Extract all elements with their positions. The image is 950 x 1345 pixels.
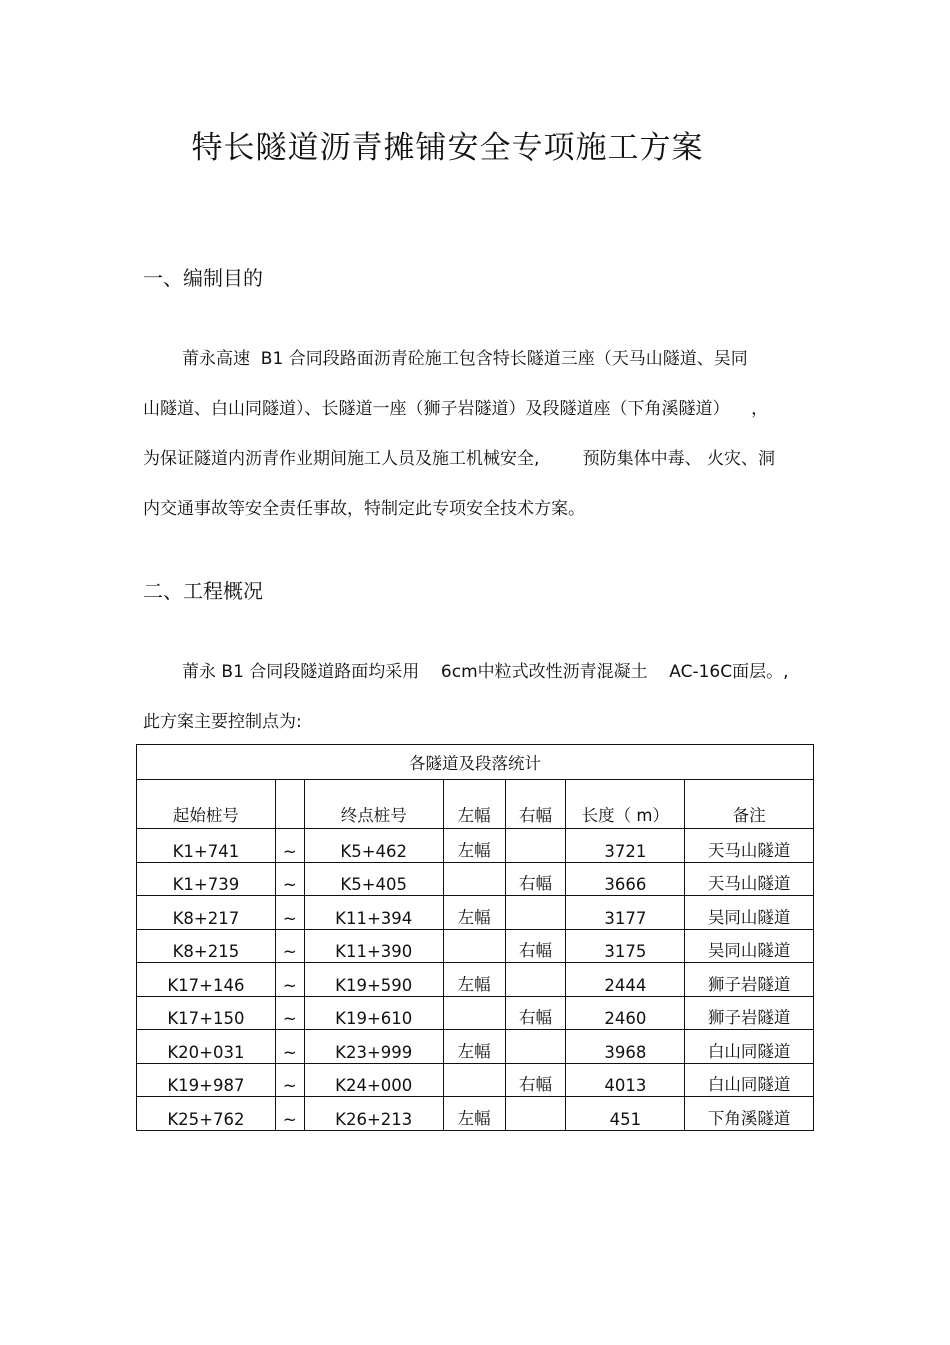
- end-station-cell: K26+213: [304, 1097, 443, 1131]
- header-end-station: 终点桩号: [304, 780, 443, 829]
- tilde-cell: ~: [275, 963, 304, 997]
- tilde-cell: ~: [275, 929, 304, 963]
- tilde-cell: ~: [275, 829, 304, 863]
- table-row: [137, 929, 814, 963]
- end-station-cell: K5+462: [304, 829, 443, 863]
- table-row: [137, 1063, 814, 1097]
- right-side-cell: 右幅: [505, 929, 566, 963]
- length-cell: 451: [566, 1097, 685, 1131]
- section-heading-overview: 二、工程概况: [143, 579, 263, 603]
- left-side-cell: 左幅: [443, 963, 505, 997]
- start-station-cell: K8+217: [137, 896, 276, 930]
- left-side-cell: [443, 1063, 505, 1097]
- right-side-cell: [505, 1097, 566, 1131]
- length-cell: 2460: [566, 996, 685, 1030]
- tilde-cell: ~: [275, 1030, 304, 1064]
- tilde-cell: ~: [275, 1097, 304, 1131]
- note-cell: 天马山隧道: [685, 862, 814, 896]
- right-side-cell: 右幅: [505, 996, 566, 1030]
- header-start-station: 起始桩号: [137, 780, 276, 829]
- length-cell: 3177: [566, 896, 685, 930]
- table-row: [137, 996, 814, 1030]
- table-row: [137, 896, 814, 930]
- start-station-cell: K1+741: [137, 829, 276, 863]
- start-station-cell: K19+987: [137, 1063, 276, 1097]
- paragraph-line: 莆永高速 B1 合同段路面沥青砼施工包含特长隧道三座（天马山隧道、吴同: [182, 349, 748, 369]
- length-cell: 2444: [566, 963, 685, 997]
- note-cell: 吴同山隧道: [685, 896, 814, 930]
- paragraph-line: 为保证隧道内沥青作业期间施工人员及施工机械安全, 预防集体中毒、 火灾、洞: [143, 449, 776, 469]
- end-station-cell: K11+390: [304, 929, 443, 963]
- end-station-cell: K19+590: [304, 963, 443, 997]
- start-station-cell: K8+215: [137, 929, 276, 963]
- paragraph-line: 山隧道、白山同隧道）、长隧道一座（狮子岩隧道）及段隧道座（下角溪隧道） ，: [143, 399, 769, 419]
- paragraph-line: 莆永 B1 合同段隧道路面均采用 6cm中粒式改性沥青混凝土 AC-16C面层。,: [182, 662, 789, 682]
- table-row: [137, 963, 814, 997]
- table-row: [137, 829, 814, 863]
- note-cell: 下角溪隧道: [685, 1097, 814, 1131]
- right-side-cell: [505, 963, 566, 997]
- start-station-cell: K20+031: [137, 1030, 276, 1064]
- table-row: [137, 1097, 814, 1131]
- header-tilde: [275, 780, 304, 829]
- right-side-cell: [505, 829, 566, 863]
- document-title: 特长隧道沥青摊铺安全专项施工方案: [191, 130, 704, 166]
- start-station-cell: K1+739: [137, 862, 276, 896]
- left-side-cell: [443, 929, 505, 963]
- end-station-cell: K19+610: [304, 996, 443, 1030]
- note-cell: 白山同隧道: [685, 1030, 814, 1064]
- left-side-cell: [443, 996, 505, 1030]
- paragraph-line: 此方案主要控制点为:: [143, 712, 302, 732]
- note-cell: 狮子岩隧道: [685, 963, 814, 997]
- length-cell: 4013: [566, 1063, 685, 1097]
- header-length: 长度（ m）: [566, 780, 685, 829]
- left-side-cell: [443, 862, 505, 896]
- note-cell: 白山同隧道: [685, 1063, 814, 1097]
- table-caption: 各隧道及段落统计: [137, 745, 814, 780]
- left-side-cell: 左幅: [443, 1030, 505, 1064]
- tilde-cell: ~: [275, 1063, 304, 1097]
- start-station-cell: K17+146: [137, 963, 276, 997]
- table-caption-row: [137, 745, 814, 780]
- right-side-cell: 右幅: [505, 1063, 566, 1097]
- end-station-cell: K5+405: [304, 862, 443, 896]
- tilde-cell: ~: [275, 862, 304, 896]
- note-cell: 狮子岩隧道: [685, 996, 814, 1030]
- end-station-cell: K23+999: [304, 1030, 443, 1064]
- length-cell: 3175: [566, 929, 685, 963]
- left-side-cell: 左幅: [443, 829, 505, 863]
- section-heading-purpose: 一、编制目的: [143, 266, 263, 290]
- table-header-row: [137, 780, 814, 829]
- length-cell: 3968: [566, 1030, 685, 1064]
- end-station-cell: K11+394: [304, 896, 443, 930]
- table-row: [137, 1030, 814, 1064]
- end-station-cell: K24+000: [304, 1063, 443, 1097]
- tilde-cell: ~: [275, 996, 304, 1030]
- right-side-cell: [505, 896, 566, 930]
- note-cell: 吴同山隧道: [685, 929, 814, 963]
- length-cell: 3721: [566, 829, 685, 863]
- tilde-cell: ~: [275, 896, 304, 930]
- right-side-cell: 右幅: [505, 862, 566, 896]
- header-left-side: 左幅: [443, 780, 505, 829]
- start-station-cell: K25+762: [137, 1097, 276, 1131]
- length-cell: 3666: [566, 862, 685, 896]
- table-row: [137, 862, 814, 896]
- paragraph-line: 内交通事故等安全责任事故，特制定此专项安全技术方案。: [143, 499, 585, 519]
- left-side-cell: 左幅: [443, 896, 505, 930]
- header-right-side: 右幅: [505, 780, 566, 829]
- tunnel-statistics-table: [136, 744, 814, 1131]
- note-cell: 天马山隧道: [685, 829, 814, 863]
- right-side-cell: [505, 1030, 566, 1064]
- left-side-cell: 左幅: [443, 1097, 505, 1131]
- start-station-cell: K17+150: [137, 996, 276, 1030]
- header-note: 备注: [685, 780, 814, 829]
